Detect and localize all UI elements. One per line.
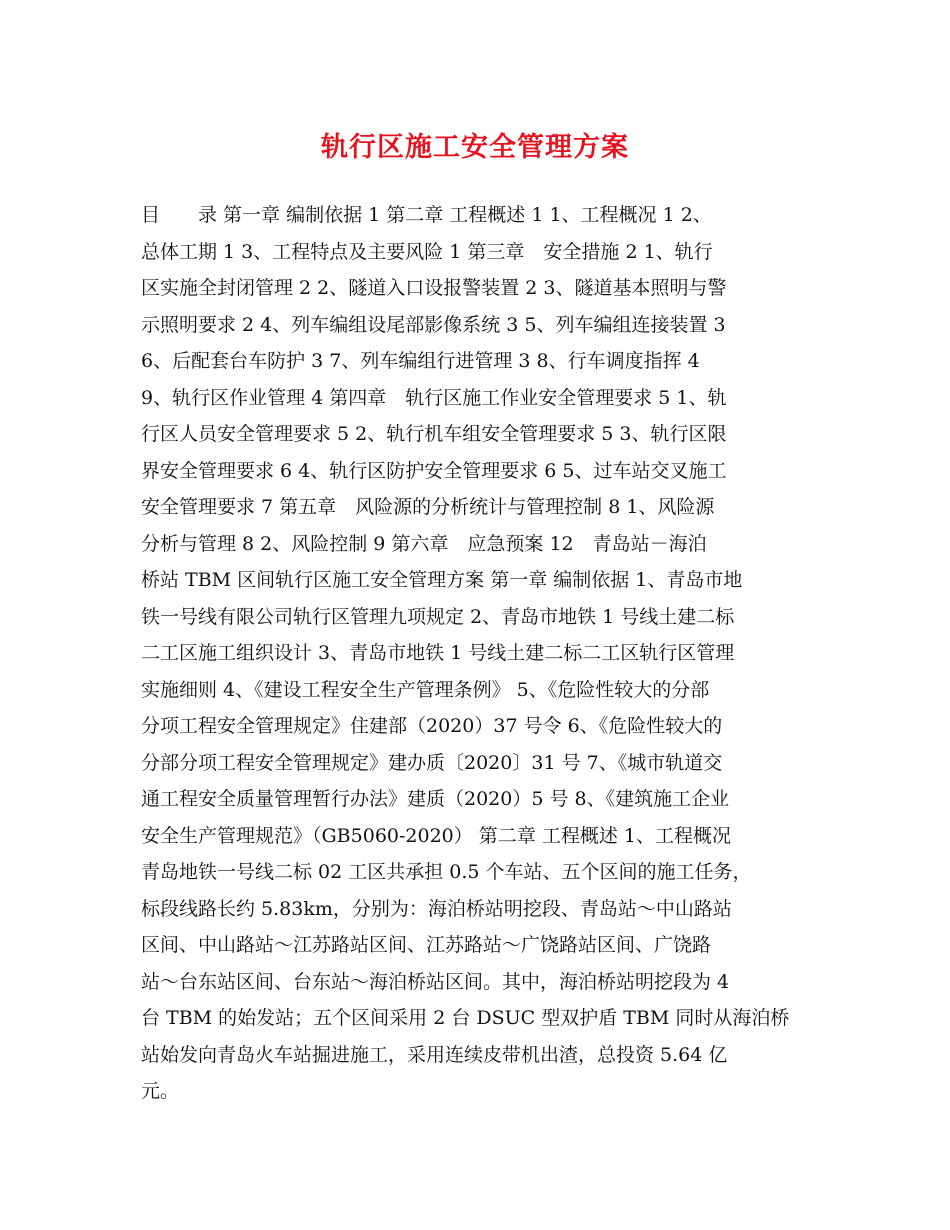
body-line: 9、轨行区作业管理 4 第四章 轨行区施工作业安全管理要求 5 1、轨 xyxy=(141,386,727,409)
body-line: 区间、中山路站～江苏路站区间、江苏路站～广饶路站区间、广饶路 xyxy=(141,934,712,956)
body-line: 站～台东站区间、台东站～海泊桥站区间。其中，海泊桥站明挖段为 4 xyxy=(141,970,730,993)
body-line: 标段线路长约 5.83km，分别为：海泊桥站明挖段、青岛站～中山路站 xyxy=(141,897,732,920)
body-line: 安全生产管理规范》（GB5060-2020） 第二章 工程概述 1、工程概况 xyxy=(141,824,731,847)
body-line: 示照明要求 2 4、列车编组设尾部影像系统 3 5、列车编组连接装置 3 xyxy=(141,313,726,336)
body-line: 分析与管理 8 2、风险控制 9 第六章 应急预案 12 青岛站－海泊 xyxy=(141,532,707,555)
body-line: 桥站 TBM 区间轨行区施工安全管理方案 第一章 编制依据 1、青岛市地 xyxy=(141,569,743,591)
body-line: 分部分项工程安全管理规定》建办质〔2020〕31 号 7、《城市轨道交 xyxy=(141,751,723,774)
body-line: 实施细则 4、《建设工程安全生产管理条例》 5、《危险性较大的分部 xyxy=(141,678,710,701)
document-body xyxy=(141,197,813,1110)
body-line: 通工程安全质量管理暂行办法》建质（2020）5 号 8、《建筑施工企业 xyxy=(141,788,730,810)
body-line: 目 录 第一章 编制依据 1 第二章 工程概述 1 1、工程概况 1 2、 xyxy=(141,204,712,226)
body-line: 行区人员安全管理要求 5 2、轨行机车组安全管理要求 5 3、轨行区限 xyxy=(141,423,727,445)
body-line: 分项工程安全管理规定》住建部（2020）37 号令 6、《危险性较大的 xyxy=(141,715,723,737)
body-line: 二工区施工组织设计 3、青岛市地铁 1 号线土建二标二工区轨行区管理 xyxy=(141,642,735,664)
body-line: 台 TBM 的始发站；五个区间采用 2 台 DSUC 型双护盾 TBM 同时从海泊桥 xyxy=(141,1007,790,1029)
body-line: 6、后配套台车防护 3 7、列车编组行进管理 3 8、行车调度指挥 4 xyxy=(141,350,700,372)
body-line: 界安全管理要求 6 4、轨行区防护安全管理要求 6 5、过车站交叉施工 xyxy=(141,459,727,482)
body-line: 铁一号线有限公司轨行区管理九项规定 2、青岛市地铁 1 号线土建二标 xyxy=(141,605,735,628)
document-title: 轨行区施工安全管理方案 xyxy=(321,132,629,163)
body-line: 站始发向青岛火车站掘进施工，采用连续皮带机出渣，总投资 5.64 亿 xyxy=(141,1043,728,1066)
body-line: 元。 xyxy=(141,1080,180,1102)
body-line: 区实施全封闭管理 2 2、隧道入口设报警装置 2 3、隧道基本照明与警 xyxy=(141,277,727,299)
body-line: 总体工期 1 3、工程特点及主要风险 1 第三章 安全措施 2 1、轨行 xyxy=(141,240,713,263)
body-line: 青岛地铁一号线二标 02 工区共承担 0.5 个车站、五个区间的施工任务， xyxy=(141,861,752,883)
body-line: 安全管理要求 7 第五章 风险源的分析统计与管理控制 8 1、风险源 xyxy=(141,496,715,518)
